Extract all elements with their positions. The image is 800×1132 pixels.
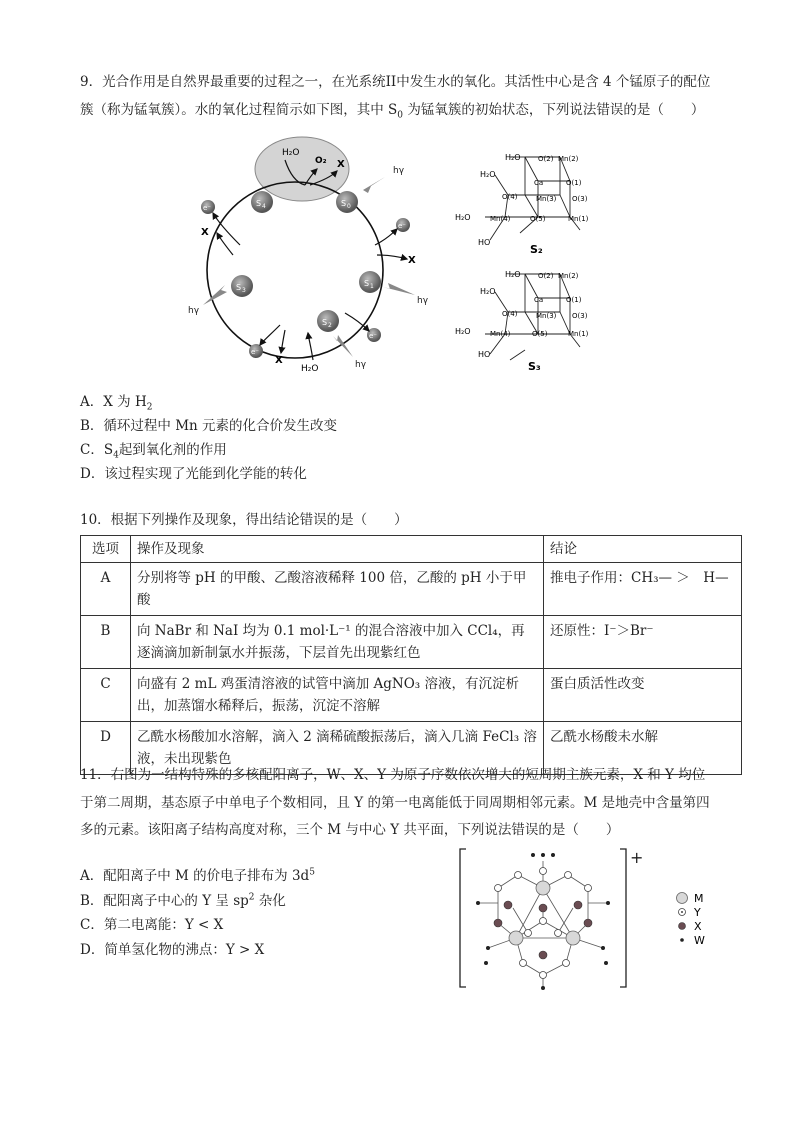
s3-label: S₃ — [528, 360, 541, 373]
svg-text:O(1): O(1) — [566, 179, 582, 187]
light-hv-icon — [188, 285, 227, 316]
svg-text:S: S — [341, 199, 347, 208]
svg-text:HO: HO — [478, 350, 491, 359]
svg-text:Mn(2): Mn(2) — [558, 155, 579, 163]
svg-text:H₂O: H₂O — [455, 327, 471, 336]
svg-text:Ca: Ca — [534, 179, 544, 187]
legend-x-label: X — [694, 920, 702, 933]
electron-icon — [396, 218, 410, 232]
svg-text:Mn(1): Mn(1) — [568, 330, 589, 338]
q9-stem-line2: 簇（称为锰氧簇）。水的氧化过程简示如下图，其中 $S_0$ 为锰氧簇的初始状态，下列说法错误的是（ ） — [80, 102, 705, 121]
svg-text:2: 2 — [328, 322, 332, 329]
x-atom — [494, 901, 592, 959]
q11-option-a: A．配阳离子中 M 的价电子排布为 $3d^5$ — [80, 867, 315, 884]
q11-option-c: C．第二电离能：Y < X — [80, 917, 224, 933]
q9-option-d: D．该过程实现了光能到化学能的转化 — [80, 466, 307, 482]
svg-text:e⁻: e⁻ — [251, 348, 260, 356]
svg-text:H₂O: H₂O — [505, 270, 521, 279]
q11-stem-line3: 多的元素。该阳离子结构高度对称，三个 M 与中心 Y 共平面，下列说法错误的是（ ） — [80, 822, 620, 838]
svg-text:O(5): O(5) — [532, 330, 548, 338]
atom-legend — [674, 890, 734, 950]
q11-stem-line2: 于第二周期，基态原子中单电子个数相同，且 Y 的第一电离能低于同周期相邻元素。M 是地壳中含量第四 — [80, 795, 710, 811]
light-hv-icon — [383, 283, 429, 306]
svg-text:e⁻: e⁻ — [203, 204, 212, 212]
s2-label: S₂ — [530, 243, 543, 256]
svg-text:hγ: hγ — [393, 166, 405, 176]
svg-text:O(4): O(4) — [502, 310, 518, 318]
state-s1 — [359, 271, 381, 293]
q9-option-c: C．$S_4$起到氧化剂的作用 — [80, 442, 227, 461]
light-hv-icon — [333, 335, 367, 370]
cluster-ion-diagram — [458, 843, 643, 993]
table-header-row — [81, 536, 742, 563]
charge-plus-sign: + — [630, 848, 644, 867]
row-option: B — [81, 616, 131, 669]
h2o-label: H₂O — [282, 148, 300, 158]
s2-structure-diagram — [450, 145, 610, 260]
x-label: X — [275, 355, 283, 366]
x-label: X — [201, 227, 209, 238]
svg-text:O(1): O(1) — [566, 296, 582, 304]
svg-text:HO: HO — [478, 238, 491, 247]
light-hv-icon — [363, 166, 405, 193]
q10-table — [80, 535, 742, 775]
svg-text:0: 0 — [347, 203, 351, 210]
row-operation: 向 NaBr 和 NaI 均为 0.1 mol·L⁻¹ 的混合溶液中加入 CCl₄，再逐滴滴加新制氯水并振荡，下层首先出现紫红色 — [131, 616, 544, 669]
svg-text:hγ: hγ — [188, 306, 200, 316]
state-s2 — [317, 310, 339, 332]
svg-text:e⁻: e⁻ — [398, 222, 407, 230]
legend-m-label: M — [694, 892, 704, 905]
svg-text:Ca: Ca — [534, 296, 544, 304]
legend-w-icon — [680, 938, 684, 942]
legend-x-icon — [679, 923, 686, 930]
header-option: 选项 — [81, 536, 131, 563]
svg-text:O(2): O(2) — [538, 155, 554, 163]
row-option: D — [81, 722, 131, 775]
x-label: X — [337, 159, 345, 170]
svg-text:H₂O: H₂O — [505, 153, 521, 162]
svg-text:Mn(1): Mn(1) — [568, 215, 589, 223]
svg-text:e⁻: e⁻ — [369, 332, 378, 340]
q9-option-a: A．X 为 $H_2$ — [80, 394, 153, 413]
svg-text:S: S — [256, 199, 262, 208]
x-label: X — [408, 255, 416, 266]
svg-text:O(3): O(3) — [572, 312, 588, 320]
svg-text:S: S — [364, 279, 370, 288]
cycle-ring — [207, 182, 383, 358]
table-row — [81, 616, 742, 669]
q11-option-b: B．配阳离子中心的 Y 呈 $sp^2$ 杂化 — [80, 892, 286, 909]
svg-text:O(4): O(4) — [502, 193, 518, 201]
svg-text:S: S — [322, 318, 328, 327]
h2o-label: H₂O — [301, 364, 319, 374]
state-s0 — [336, 191, 358, 213]
s3-structure-diagram — [450, 262, 610, 377]
table-row — [81, 563, 742, 616]
q11-stem-line1: 11．右图为一结构特殊的多核配阳离子，W、X、Y 为原子序数依次增大的短周期主族元素，X 和 Y 均位 — [80, 767, 706, 783]
q9-option-b: B．循环过程中 Mn 元素的化合价发生改变 — [80, 418, 338, 434]
svg-text:4: 4 — [262, 203, 266, 210]
q9-stem-line1: 9．光合作用是自然界最重要的过程之一，在光系统II中发生水的氧化。其活性中心是含 4 个锰原子的配位 — [80, 74, 711, 90]
row-option: A — [81, 563, 131, 616]
svg-text:S: S — [236, 283, 242, 292]
svg-text:O(2): O(2) — [538, 272, 554, 280]
s-state-cycle-diagram — [185, 135, 445, 375]
svg-text:1: 1 — [370, 283, 374, 290]
legend-y-label: Y — [694, 906, 701, 919]
row-operation: 乙酰水杨酸加水溶解，滴入 2 滴稀硫酸振荡后，滴入几滴 FeCl₃ 溶液，未出现紫色 — [131, 722, 544, 775]
header-operation: 操作及现象 — [131, 536, 544, 563]
svg-text:O(5): O(5) — [530, 215, 546, 223]
legend-w-label: W — [694, 934, 705, 947]
row-conclusion: 乙酰水杨酸未水解 — [544, 722, 742, 775]
svg-text:3: 3 — [242, 287, 246, 294]
svg-text:Mn(3): Mn(3) — [536, 312, 557, 320]
legend-m-icon — [677, 893, 688, 904]
row-conclusion: 还原性：I⁻＞Br⁻ — [544, 616, 742, 669]
q11-option-d: D．简单氢化物的沸点：Y > X — [80, 942, 265, 958]
electron-icon — [367, 328, 381, 342]
svg-text:H₂O: H₂O — [455, 213, 471, 222]
table-row — [81, 669, 742, 722]
svg-text:hγ: hγ — [355, 360, 367, 370]
svg-text:Mn(2): Mn(2) — [558, 272, 579, 280]
header-conclusion: 结论 — [544, 536, 742, 563]
row-option: C — [81, 669, 131, 722]
electron-icon — [201, 200, 215, 214]
electron-icon — [249, 344, 263, 358]
row-conclusion: 蛋白质活性改变 — [544, 669, 742, 722]
svg-text:H₂O: H₂O — [480, 170, 496, 179]
svg-text:H₂O: H₂O — [480, 287, 496, 296]
row-operation: 向盛有 2 mL 鸡蛋清溶液的试管中滴加 AgNO₃ 溶液，有沉淀析出，加蒸馏水稀释后，振荡，沉淀不溶解 — [131, 669, 544, 722]
row-operation: 分别将等 pH 的甲酸、乙酸溶液稀释 100 倍，乙酸的 pH 小于甲酸 — [131, 563, 544, 616]
svg-text:Mn(4): Mn(4) — [490, 215, 511, 223]
svg-text:O(3): O(3) — [572, 195, 588, 203]
q10-stem: 10．根据下列操作及现象，得出结论错误的是（ ） — [80, 512, 408, 528]
o2-label: O₂ — [315, 156, 327, 166]
row-conclusion: 推电子作用：CH₃— ＞ H— — [544, 563, 742, 616]
state-s4 — [251, 191, 273, 213]
state-s3 — [231, 275, 253, 297]
m-atom — [509, 881, 580, 945]
svg-text:hγ: hγ — [417, 296, 429, 306]
svg-text:Mn(3): Mn(3) — [536, 195, 557, 203]
svg-text:Mn(4): Mn(4) — [490, 330, 511, 338]
